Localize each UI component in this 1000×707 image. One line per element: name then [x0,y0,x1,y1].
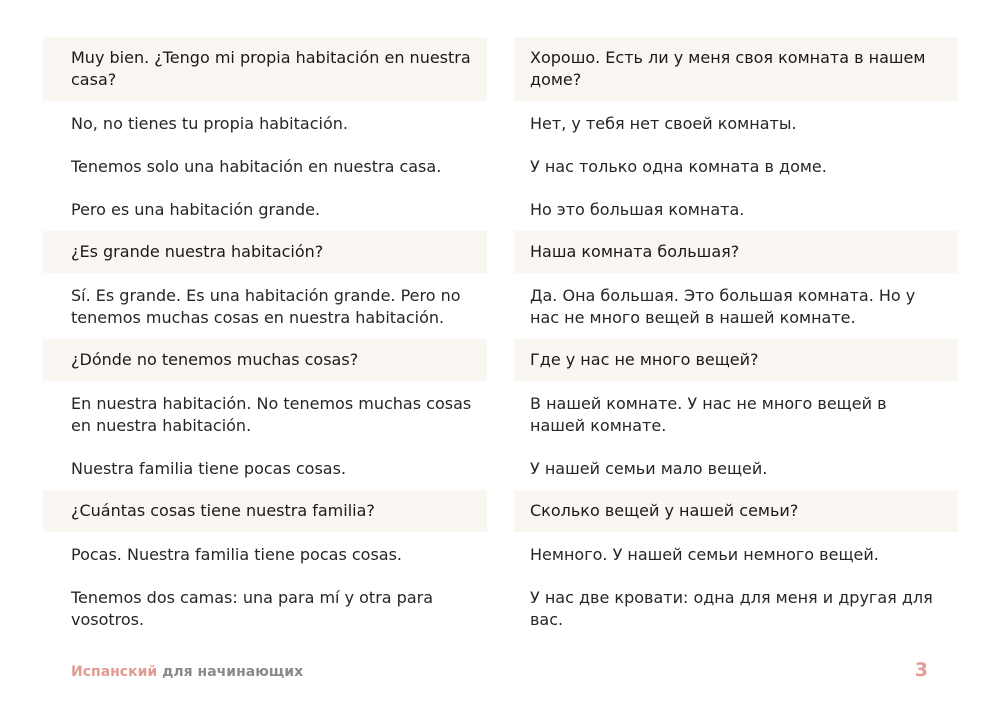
answer-line: Нет, у тебя нет своей комнаты. [530,114,797,133]
question-block: Наша комната большая? [514,231,958,273]
question-block: ¿Dónde no tenemos muchas cosas? [43,339,487,381]
question-block: Хорошо. Есть ли у меня своя комната в нашем доме? [514,37,958,101]
answer-line: У нас только одна комната в доме. [530,157,827,176]
russian-column [514,37,958,631]
answer-line: Tenemos dos camas: una para mí y otra para vosotros. [71,588,433,629]
spanish-column [43,37,487,631]
answer-line: Немного. У нашей семьи немного вещей. [530,545,879,564]
question-block: Где у нас не много вещей? [514,339,958,381]
answer-line: No, no tienes tu propia habitación. [71,114,348,133]
page-number: 3 [914,659,928,681]
question-block: ¿Cuántas cosas tiene nuestra familia? [43,490,487,532]
answer-line: У нас две кровати: одна для меня и другая для вас. [530,588,933,629]
answer-line: В нашей комнате. У нас не много вещей в нашей комнате. [530,394,887,435]
answer-line: У нашей семьи мало вещей. [530,459,768,478]
question-block: ¿Es grande nuestra habitación? [43,231,487,273]
answer-line: Но это большая комната. [530,200,745,219]
answer-line: Tenemos solo una habitación en nuestra casa. [71,157,442,176]
question-block: Сколько вещей у нашей семьи? [514,490,958,532]
answer-line: En nuestra habitación. No tenemos muchas cosas en nuestra habitación. [71,394,472,435]
question-block: Muy bien. ¿Tengo mi propia habitación en nuestra casa? [43,37,487,101]
answer-line: Pero es una habitación grande. [71,200,321,219]
answer-line: Nuestra familia tiene pocas cosas. [71,459,347,478]
answer-line: Sí. Es grande. Es una habitación grande. Pero no tenemos muchas cosas en nuestra habitación. [71,286,461,327]
answer-line: Pocas. Nuestra familia tiene pocas cosas. [71,545,403,564]
footer-brand [71,664,303,680]
answer-line: Да. Она большая. Это большая комната. Но у нас не много вещей в нашей комнате. [530,286,916,327]
brand-accent-text: Испанский [71,664,158,680]
brand-subtitle-text: для начинающих [162,664,304,680]
